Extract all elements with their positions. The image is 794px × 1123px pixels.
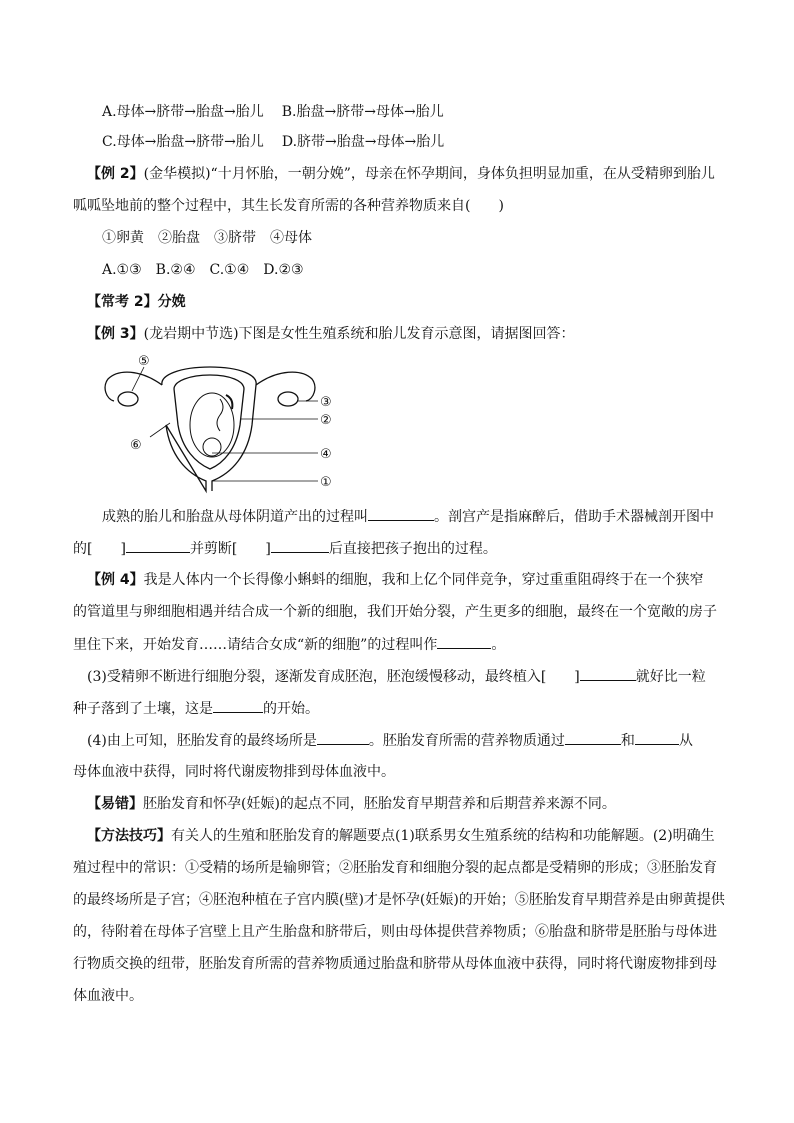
- label-4: ④: [320, 447, 332, 462]
- answer-blank[interactable]: [271, 538, 329, 553]
- right-ovary: [278, 392, 298, 406]
- answer-blank[interactable]: [126, 538, 190, 553]
- label-1: ①: [320, 475, 332, 490]
- example-4-tag: 【例 4】: [87, 572, 144, 588]
- mistake-tag: 【易错】: [87, 796, 143, 812]
- example-2-tag: 【例 2】: [87, 166, 144, 182]
- example-2-text: (金华模拟)“十月怀胎，一朝分娩”，母亲在怀孕期间，身体负担明显加重，在从受精卵到胎儿: [143, 166, 715, 182]
- example-3-tag: 【例 3】: [87, 326, 144, 342]
- label-5: ⑤: [138, 355, 150, 369]
- mistake-note: 【易错】胚胎发育和怀孕(妊娠)的起点不同，胚胎发育早期营养和后期营养来源不同。: [87, 796, 616, 812]
- example-4-line: 【例 4】我是人体内一个长得像小蝌蚪的细胞，我和上亿个同伴竞争，穿过重重阻碍终于在一个狭窄: [87, 572, 704, 588]
- answer-blank[interactable]: [368, 506, 434, 521]
- section-tag: 【常考 2】: [87, 294, 158, 310]
- method-tips: 的最终场所是子宫；④胚泡种植在子宫内膜(壁)才是怀孕(妊娠)的开始；⑤胚胎发育早期营养是由卵黄提供: [73, 892, 725, 908]
- uterus-outline: [162, 367, 256, 491]
- left-oviduct: [105, 372, 162, 401]
- section-heading: [87, 292, 186, 312]
- option-b: B.胎盘→脐带→母体→胎儿: [281, 104, 444, 120]
- answer-blank[interactable]: [635, 730, 679, 745]
- reproductive-system-diagram: [100, 355, 340, 495]
- method-tag: 【方法技巧】: [87, 828, 171, 844]
- option-c: C.母体→胎盘→脐带→胎儿: [102, 134, 264, 150]
- example-2-line: [87, 164, 715, 184]
- example-4-line: 里住下来，开始发育……请结合女成“新的细胞”的过程叫作 。: [73, 634, 505, 655]
- method-tips: 体血液中。: [73, 988, 143, 1004]
- example-4-q3: (3)受精卵不断进行细胞分裂，逐渐发育成胚泡，胚泡缓慢移动，最终植入[ ] 就好比一粒: [87, 666, 706, 687]
- answer-blank[interactable]: [580, 666, 636, 681]
- answer-blank[interactable]: [437, 634, 491, 649]
- example-4-q3: 种子落到了土壤，这是 的开始。: [73, 698, 319, 719]
- answer-blank[interactable]: [565, 730, 621, 745]
- answer-blank[interactable]: [213, 698, 263, 713]
- example-2-answers: A.①③ B.②④ C.①④ D.②③: [102, 262, 304, 278]
- method-tips: 的，待附着在母体子宫壁上且产生胎盘和脐带后，则由母体提供营养物质；⑥胎盘和脐带是胚胎与母体进: [73, 924, 717, 940]
- umbilical-cord: [217, 399, 223, 431]
- option-row: [102, 102, 444, 122]
- example-3-question: 成熟的胎儿和胎盘从母体阴道产出的过程叫 。剖宫产是指麻醉后，借助手术器械剖开图中: [102, 506, 714, 527]
- example-3-line: [87, 324, 575, 344]
- label-2: ②: [320, 413, 332, 428]
- example-4-q4: 母体血液中获得，同时将代谢废物排到母体血液中。: [73, 764, 395, 780]
- example-4-q4: (4)由上可知，胚胎发育的最终场所是 。胚胎发育所需的营养物质通过 和 从: [87, 730, 693, 751]
- method-tips: 行物质交换的纽带，胚胎发育所需的营养物质通过胎盘和脐带从母体血液中获得，同时将代谢废物排到母: [73, 956, 717, 972]
- example-3-text: (龙岩期中节选)下图是女性生殖系统和胎儿发育示意图，请据图回答：: [143, 326, 575, 342]
- left-ovary: [118, 392, 138, 406]
- label-6: ⑥: [130, 438, 142, 453]
- example-4-line: 的管道里与卵细胞相遇并结合成一个新的细胞，我们开始分裂，产生更多的细胞，最终在一个宽敞的房子: [73, 604, 717, 620]
- option-a: A.母体→脐带→胎盘→胎儿: [102, 104, 264, 120]
- section-title: 分娩: [157, 294, 186, 310]
- example-2-line: [73, 196, 504, 216]
- example-2-text: 呱呱坠地前的整个过程中，其生长发育所需的各种营养物质来自( ): [73, 198, 504, 214]
- method-tips: 【方法技巧】有关人的生殖和胚胎发育的解题要点(1)联系男女生殖系统的结构和功能解题。(2)明确生: [87, 828, 715, 844]
- fetus-shape: [190, 393, 234, 457]
- option-row: [102, 132, 444, 152]
- example-3-question: 的[ ] 并剪断[ ] 后直接把孩子抱出的过程。: [73, 538, 497, 559]
- method-tips: 殖过程中的常识：①受精的场所是输卵管；②胚胎发育和细胞分裂的起点都是受精卵的形成；③胚胎发育: [73, 860, 717, 876]
- answer-blank[interactable]: [317, 730, 369, 745]
- example-2-choices: ①卵黄 ②胎盘 ③脐带 ④母体: [102, 230, 312, 246]
- option-d: D.脐带→胎盘→母体→胎儿: [281, 134, 445, 150]
- right-oviduct: [256, 372, 315, 401]
- label-3: ③: [320, 395, 332, 410]
